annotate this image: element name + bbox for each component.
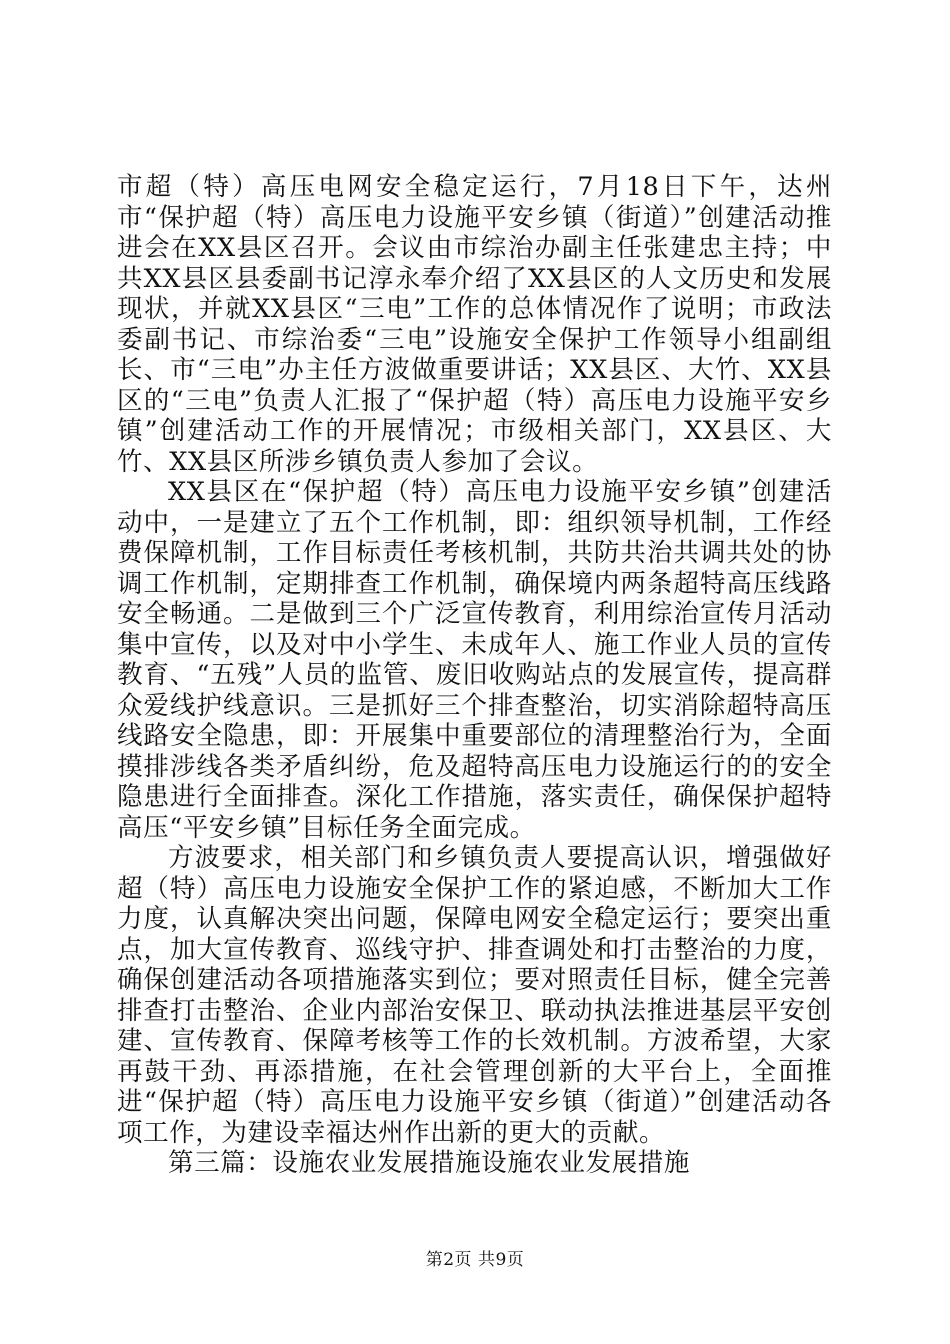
paragraph-county-measures: XX县区在“保护超（特）高压电力设施平安乡镇”创建活动中，一是建立了五个工作机制，即：组织领导机制，工作经费保障机制，工作目标责任考核机制，共防共治共调共处的协调工作机制，定期排查工作机制，确保境内两条超特高压线路安全畅通。二是做到三个广泛宣传教育，利用综治宣传月活动集中宣传，以及对中小学生、未成年人、施工作业人员的宣传教育、“五残”人员的监管、废旧收购站点的发展宣传，提高群众爱线护线意识。三是抓好三个排查整治，切实消除超特高压线路安全隐患，即：开展集中重要部位的清理整治行为，全面摸排涉线各类矛盾纠纷，危及超特高压电力设施运行的的安全隐患进行全面排查。深化工作措施，落实责任，确保保护超特高压“平安乡镇”目标任务全面完成。	[117, 477, 832, 843]
page-number-footer: 第2页 共9页	[425, 1250, 525, 1270]
paragraph-fang-bo-requirements: 方波要求，相关部门和乡镇负责人要提高认识，增强做好超（特）高压电力设施安全保护工作的紧迫感，不断加大工作力度，认真解决突出问题，保障电网安全稳定运行；要突出重点，加大宣传教育、巡线守护、排查调处和打击整治的力度，确保创建活动各项措施落实到位；要对照责任目标，健全完善排查打击整治、企业内部治安保卫、联动执法推进基层平安创建、宣传教育、保障考核等工作的长效机制。方波希望，大家再鼓干劲、再添措施，在社会管理创新的大平台上，全面推进“保护超（特）高压电力设施平安乡镇（街道）”创建活动各项工作，为建设幸福达州作出新的更大的贡献。	[117, 843, 832, 1148]
document-body	[117, 172, 832, 1179]
paragraph-meeting-summary: 市超（特）高压电网安全稳定运行，7月18日下午，达州市“保护超（特）高压电力设施平安乡镇（街道）”创建活动推进会在XX县区召开。会议由市综治办副主任张建忠主持；中共XX县区县委副书记淳永奉介绍了XX县区的人文历史和发展现状，并就XX县区“三电”工作的总体情况作了说明；市政法委副书记、市综治委“三电”设施安全保护工作领导小组副组长、市“三电”办主任方波做重要讲话；XX县区、大竹、XX县区的“三电”负责人汇报了“保护超（特）高压电力设施平安乡镇”创建活动工作的开展情况；市级相关部门，XX县区、大竹、XX县区所涉乡镇负责人参加了会议。	[117, 172, 832, 477]
section-heading-part-three: 第三篇：设施农业发展措施设施农业发展措施	[168, 1148, 691, 1178]
